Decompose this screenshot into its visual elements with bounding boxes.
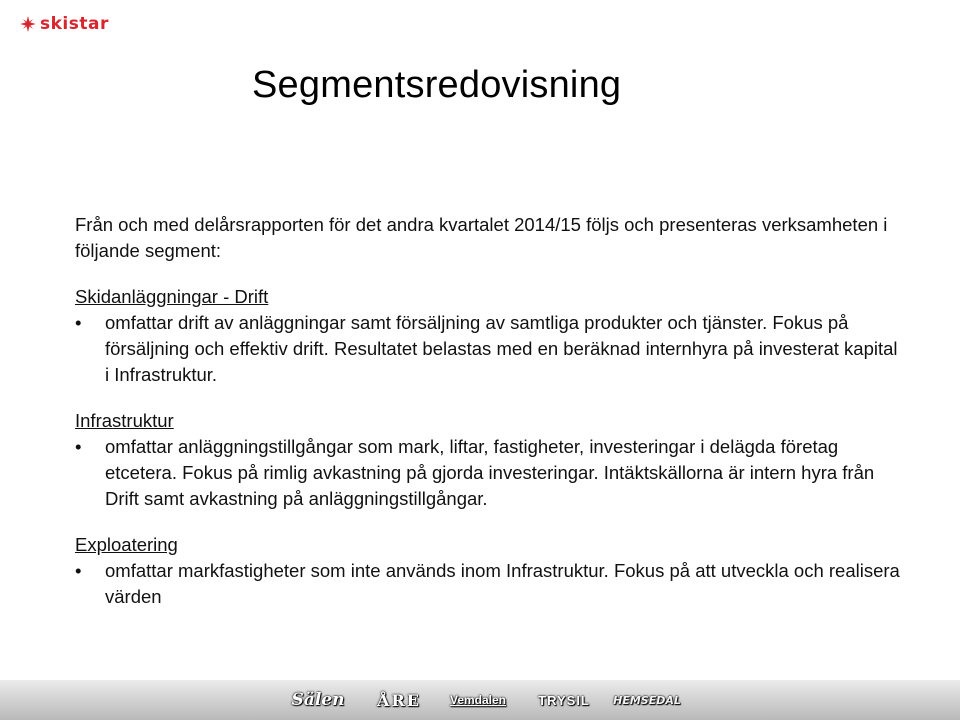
- skistar-star-icon: [20, 16, 36, 32]
- segment-heading: Skidanläggningar - Drift: [75, 286, 269, 307]
- segment-exploatering: [75, 532, 905, 610]
- segment-drift: [75, 284, 905, 388]
- intro-paragraph: Från och med delårsrapporten för det andra kvartalet 2014/15 följs och presenteras verksamheten i följande segment:: [75, 214, 888, 261]
- segment-bullet: [75, 310, 905, 388]
- bullet-marker: •: [75, 560, 82, 581]
- bullet-marker: •: [75, 436, 82, 457]
- destination-footer: [0, 680, 960, 720]
- destination-logo-hemsedal: HEMSEDAL: [613, 693, 681, 707]
- destination-logo-are: ÅRE: [377, 690, 421, 710]
- segment-heading: Infrastruktur: [75, 410, 174, 431]
- destination-logo-trysil: TRYSIL: [538, 692, 590, 708]
- slide-body: [75, 212, 905, 630]
- segment-infrastruktur: [75, 408, 905, 512]
- destination-logo-salen: Sälen: [291, 690, 345, 710]
- segment-bullet-text: omfattar drift av anläggningar samt försäljning av samtliga produkter och tjänster. Fokus på försäljning och effektiv drift. Resultatet belastas med en beräknad internhyra på investerat kapital i Infrastruktur.: [105, 312, 898, 385]
- skistar-logo: [20, 10, 109, 38]
- destination-logo-vemdalen: Vemdalen: [449, 693, 507, 707]
- logo-text: skistar: [40, 14, 109, 34]
- segment-heading: Exploatering: [75, 534, 178, 555]
- page-title: Segmentsredovisning: [252, 64, 622, 106]
- segment-bullet: [75, 558, 905, 610]
- bullet-marker: •: [75, 312, 82, 333]
- segment-bullet: [75, 434, 905, 512]
- segment-bullet-text: omfattar anläggningstillgångar som mark, liftar, fastigheter, investeringar i delägda företag etcetera. Fokus på rimlig avkastning på gjorda investeringar. Intäktskällorna är intern hyra från Drift samt avkastning på anläggningstillgångar.: [105, 436, 875, 509]
- segment-bullet-text: omfattar markfastigheter som inte används inom Infrastruktur. Fokus på att utveckla och realisera värden: [105, 560, 900, 607]
